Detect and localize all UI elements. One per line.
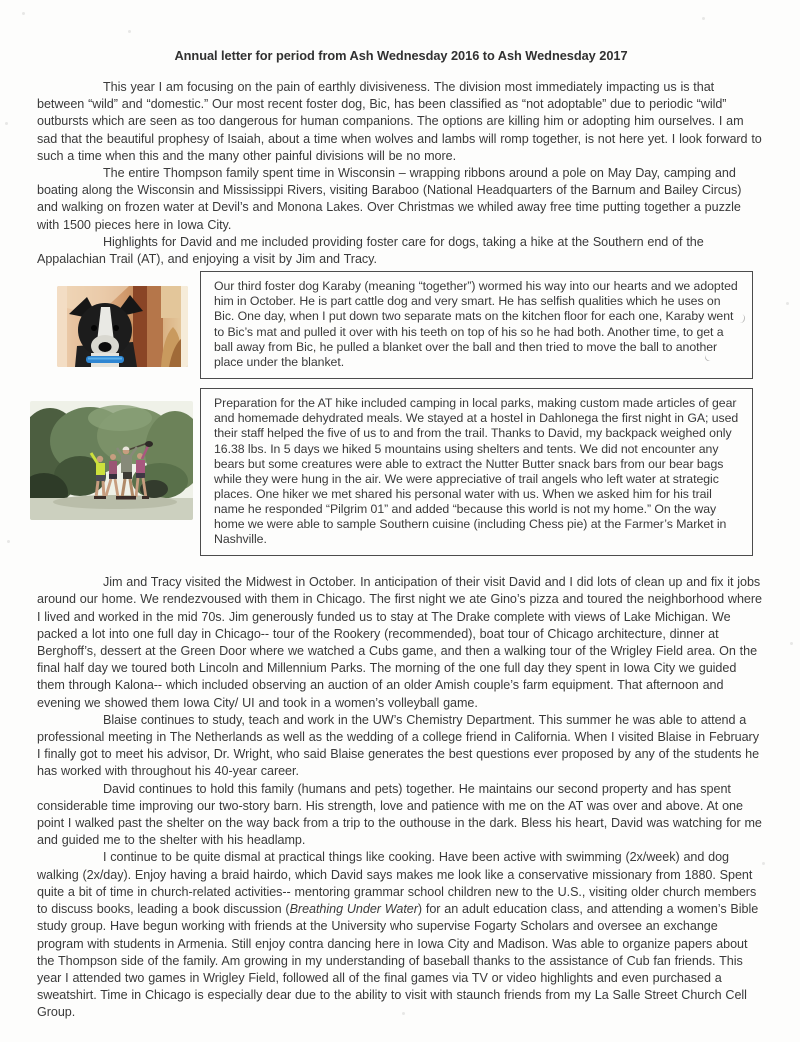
paragraph-activities [37, 849, 765, 1021]
scan-speck [762, 862, 765, 865]
paragraph-highlights: Highlights for David and me included providing foster care for dogs, taking a hike at the Southern end of the Appalachian Trail (AT), and enjoying a visit by Jim and Tracy. [37, 234, 704, 267]
paragraph-wisconsin: The entire Thompson family spent time in Wisconsin – wrapping ribbons around a pole on May Day, camping and boating along the Wisconsin and Mississippi Rivers, visiting Baraboo (National Headquarters of the Barnum and Bailey Circus) and walking on frozen water at Devil’s and Monona Lakes. Over Christmas we whiled away free time putting together a puzzle with 1500 pieces here in Iowa City. [37, 166, 742, 232]
karaby-story-box: Our third foster dog Karaby (meaning “together”) wormed his way into our hearts and we adopted him in October. He is part cattle dog and very smart. He has selfish qualities which he uses on Bic. One day, when I put down two separate mats on the kitchen floor for each one, Karaby went to Bic’s mat and pulled it over with his teeth on top of his so he had both. Another time, to get a ball away from Bic, he pulled a blanket over the ball and then tried to move the ball to another place under the blanket. [200, 271, 753, 379]
at-hike-story-box: Preparation for the AT hike included camping in local parks, making custom made articles of gear and homemade dehydrated meals. We stayed at a hostel in Dahlonega the first night in GA; used their staff helped the five of us to and from the trail. Thanks to David, my backpack weighed only 16.38 lbs. In 5 days we hiked 5 mountains using shelters and tents. We did not encounter any bears but some creatures were able to extract the Nutter Butter snack bars from our bear bags while they were hung in the air. We were appreciative of trail angels who left water at strategic places. One hiker we met shared his personal water with us. When we asked him for his trail name he responded “Pilgrim 01” and added “because this world is not my home.” On the way home we were able to sample Southern cuisine (including Chess pie) at the Farmer’s Market in Nashville. [200, 388, 753, 556]
scan-speck [128, 30, 131, 33]
paragraph-activities-before: I continue to be quite dismal at practical things like cooking. Have been active with swimming (2x/week) and dog walking (2x/day). Enjoy having a braid hairdo, which David says makes me look like a conservative missionary from 1880. Spent quite a bit of time in church-related activities-- mentoring grammar school children new to the U.S., visiting older church members to discuss books, leading a book discussion ( [37, 850, 757, 917]
paragraph-jim-tracy: Jim and Tracy visited the Midwest in October. In anticipation of their visit David and I did lots of clean up and fix it jobs around our home. We rendezvoused with them in Chicago. The first night we ate Gino’s pizza and toured the neighborhood where I lived and worked in the mid 70s. Jim generously funded us to stay at The Drake complete with views of Lake Michigan. We packed a lot into one full day in Chicago-- tour of the Rookery (recommended), boat tour of Chicago architecture, dinner at Berghoff’s, dessert at the Green Door where we watched a Cubs game, and then a walking tour of the Wrigley Field area. On the final half day we toured both Lincoln and Millennium Parks. The morning of the one full day they spent in Iowa City we guided them through Kalona-- which included observing an auction of an older Amish couple’s farm equipment. That afternoon and evening we showed them Iowa City/ UI and took in a women’s volleyball game. [37, 575, 762, 710]
book-title-italic: Breathing Under Water [289, 902, 418, 917]
photos-and-boxes-section [37, 268, 765, 574]
scan-speck [402, 1012, 405, 1015]
hikers-photo-illustration [30, 401, 193, 520]
letter-title [37, 48, 765, 63]
paragraph-david: David continues to hold this family (humans and pets) together. He maintains our second property and has spent considerable time improving our two-story barn. His strength, love and patience with me on the AT was over and above. At one point I walked past the shelter on the way back from a trip to the outhouse in the dark. Bless his heart, David was watching for me and guided me to the shelter with his headlamp. [37, 781, 762, 848]
appalachian-trail-hikers-photo [30, 401, 193, 520]
scan-speck [58, 992, 61, 995]
scan-speck [786, 302, 789, 305]
karaby-dog-photo [57, 286, 188, 367]
paragraph-divisiveness: This year I am focusing on the pain of earthly divisiveness. The division most immediately impacting us is that between “wild” and “domestic.” Our most recent foster dog, Bic, has been classified as “not adoptable” due to periodic “wild” outbursts which are seen as too dangerous for human companions. The options are killing him or adopting him ourselves. I am sad that the beautiful prophesy of Isaiah, about a time when wolves and lambs will romp together, is not here yet. I look forward to such a time when this and the many other painful divisions will be no more. [37, 80, 762, 163]
scan-speck [790, 642, 793, 645]
scan-speck [5, 122, 8, 125]
scan-speck [702, 17, 705, 20]
scan-speck [7, 540, 10, 543]
paragraph-blaise: Blaise continues to study, teach and work in the UW’s Chemistry Department. This summer he was able to attend a professional meeting in The Netherlands as well as the wedding of a college friend in California. When I visited Blaise in February I finally got to meet his advisor, Dr. Wright, who said Blaise generates the best questions ever proposed by any of the students he has worked with throughout his 40-year career. [37, 712, 760, 779]
letter-title-text: Annual letter for period from Ash Wednesday 2016 to Ash Wednesday 2017 [174, 48, 628, 63]
scan-speck [22, 12, 25, 15]
dog-photo-illustration [57, 286, 188, 367]
paragraph-activities-after: ) for an adult education class, and attending a women’s Bible study group. Have begun working with friends at the University who supervise Fogarty Scholars and oversee an exchange program with students in Armenia. Still enjoy contra dancing here in Iowa City and Madison. Was able to organize papers about the Thompson side of the family. Am growing in my understanding of baseball thanks to the assistance of Cub fan friends. This year I attended two games in Wrigley Field, followed all of the final games via TV or video highlights and even purchased a sweatshirt. Time in Chicago is especially dear due to the ability to visit with staunch friends from my La Salle Street Church Cell Group. [37, 902, 759, 1020]
